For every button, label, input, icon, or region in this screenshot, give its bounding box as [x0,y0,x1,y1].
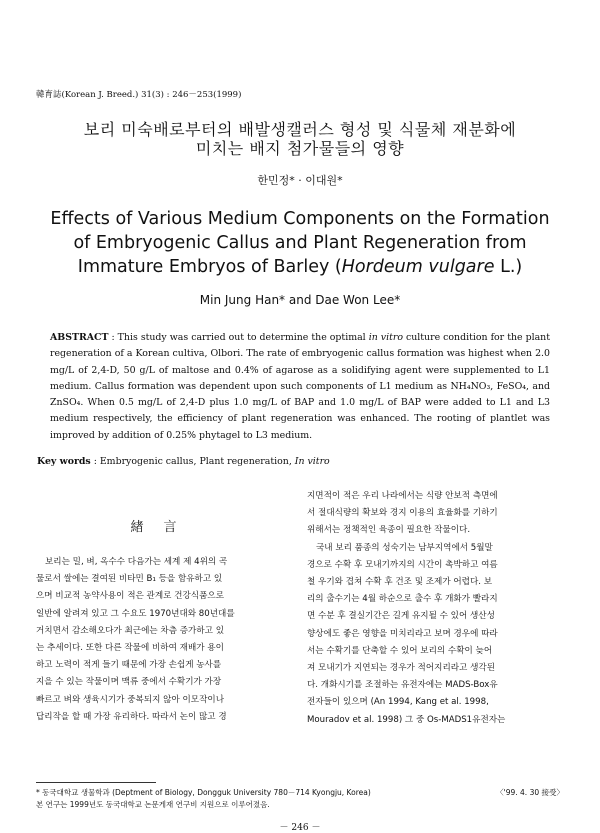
footnote [36,787,564,811]
left-line: 답리작을 할 때 가장 유리하다. 따라서 논이 많고 경 [36,711,227,722]
korean-title-line2: 미치는 배지 첨가물들의 영향 [195,139,405,158]
english-title-line1: Effects of Various Medium Components on the Formation [50,209,550,229]
footnote-affiliation: * 동국대학교 생물학과 (Deptment of Biology, Dongguk University 780－714 Kyongju, Korea) [36,788,371,797]
keywords [37,456,330,467]
left-line: 빠르고 벼와 생육시기가 중복되지 않아 이모작이나 [36,694,224,705]
right-line: 면 수분 후 결실기간은 길게 유지될 수 있어 생산성 [307,611,495,622]
keywords-text: : Embryogenic callus, Plant regeneration, [90,456,295,467]
keywords-italic: In vitro [294,456,330,467]
species-name: Hordeum vulgare [341,257,495,277]
english-authors: Min Jung Han* and Dae Won Lee* [199,293,401,307]
english-title-line3-prefix: Immature Embryos of Barley ( [77,257,342,277]
journal-citation: 韓育誌(Korean J. Breed.) 31(3) : 246－253(1999) [36,90,242,100]
left-line: 하고 노력이 적게 들기 때문에 가장 손쉽게 농사를 [36,660,222,671]
abstract-in-vitro: in vitro [368,332,403,343]
footnote-funding: 본 연구는 1999년도 동국대학교 논문게재 연구비 지원으로 이루어졌음. [36,800,270,809]
right-line: 져 모내기가 지연되는 경우가 적어지리라고 생각된 [307,663,495,674]
right-line: 리의 출수기는 4월 하순으로 출수 후 개화가 빨라지 [307,594,498,605]
korean-authors: 한민정* · 이대원* [257,174,343,187]
abstract [50,330,550,444]
received-date: 〈'99. 4. 30 接受〉 [496,788,564,797]
right-line: 다. 개화시기를 조절하는 유전자에는 MADS-Box유 [307,680,498,691]
korean-title-line1: 보리 미숙배로부터의 배발생캘러스 형성 및 식물체 재분화에 [83,120,517,139]
keywords-label: Key words [37,456,91,467]
left-line: 일반에 알려져 있고 그 수요도 1970년대와 80년대를 [36,608,235,619]
left-line: 거치면서 감소해오다가 최근에는 차츰 증가하고 있 [36,625,224,636]
right-line: Mouradov et al. 1998) 그 중 Os-MADS1유전자는 [307,714,506,725]
english-title-line3 [30,257,570,277]
english-title-line3-suffix: L.) [494,257,523,277]
right-column-text [307,488,563,729]
right-line: 전자들이 있으며 (An 1994, Kang et al. 1998, [307,697,489,708]
left-line: 으며 비교적 농약사용이 적은 관계로 건강식품으로 [36,591,224,602]
right-line: 경으로 수확 후 모내기까지의 시간이 촉박하고 여름 [307,559,498,570]
right-line: 향상에도 좋은 영향을 미치리라고 보며 경우에 따라 [307,628,498,639]
left-line: 물로서 쌀에는 결여된 비타민 B₁ 등을 함유하고 있 [36,574,223,585]
right-line: 국내 보리 품종의 성숙기는 남부지역에서 5월말 [316,542,493,553]
english-title-line2: of Embryogenic Callus and Plant Regeneration from [73,233,527,253]
abstract-part2: culture condition for the plant regeneration of a Korean cultiva, Olbori. The rate of embryogenic callus formation was highest when 2.0 mg/L of 2,4-D, 50 g/L of maltose and 0.4% of agarose as a solidifying agent were supplemented to L1 medium. Callus formation was dependent upon such components of L1 medium as NH₄NO₃, FeSO₄, and ZnSO₄. When 0.5 mg/L of 2,4-D plus 1.0 mg/L of BAP and 1.0 mg/L of BAP were added to L1 and L3 medium respectively, the efficiency of plant regeneration was enhanced. The rooting of plantlet was improved by addition of 0.25% phytagel to L3 medium. [50,332,550,441]
left-line: 는 추세이다. 또한 다른 작물에 비하여 재배가 용이 [36,643,224,654]
right-line: 철 우기와 겹쳐 수확 후 건조 및 조제가 어렵다. 보 [307,577,493,588]
right-line: 서 절대식량의 확보와 경지 이용의 효율화를 기하기 [307,508,498,519]
abstract-label: ABSTRACT [50,332,109,343]
right-line: 위해서는 정책적인 육종이 필요한 작물이다. [307,525,471,536]
left-line: 지을 수 있는 작물이며 맥류 중에서 수확기가 가장 [36,677,222,688]
section-heading-introduction: 緖言 [130,520,197,535]
right-line: 서는 수확기를 단축할 수 있어 보리의 수확이 늦어 [307,645,493,656]
right-line: 지면적이 적은 우리 나라에서는 식량 안보적 측면에 [307,491,498,501]
footnote-rule [36,782,156,783]
page-number: － 246 － [279,823,321,833]
abstract-part1: : This study was carried out to determine the optimal [108,332,369,343]
left-column-text [36,554,291,726]
left-line: 보리는 밀, 벼, 옥수수 다음가는 세계 제 4위의 곡 [45,557,228,567]
